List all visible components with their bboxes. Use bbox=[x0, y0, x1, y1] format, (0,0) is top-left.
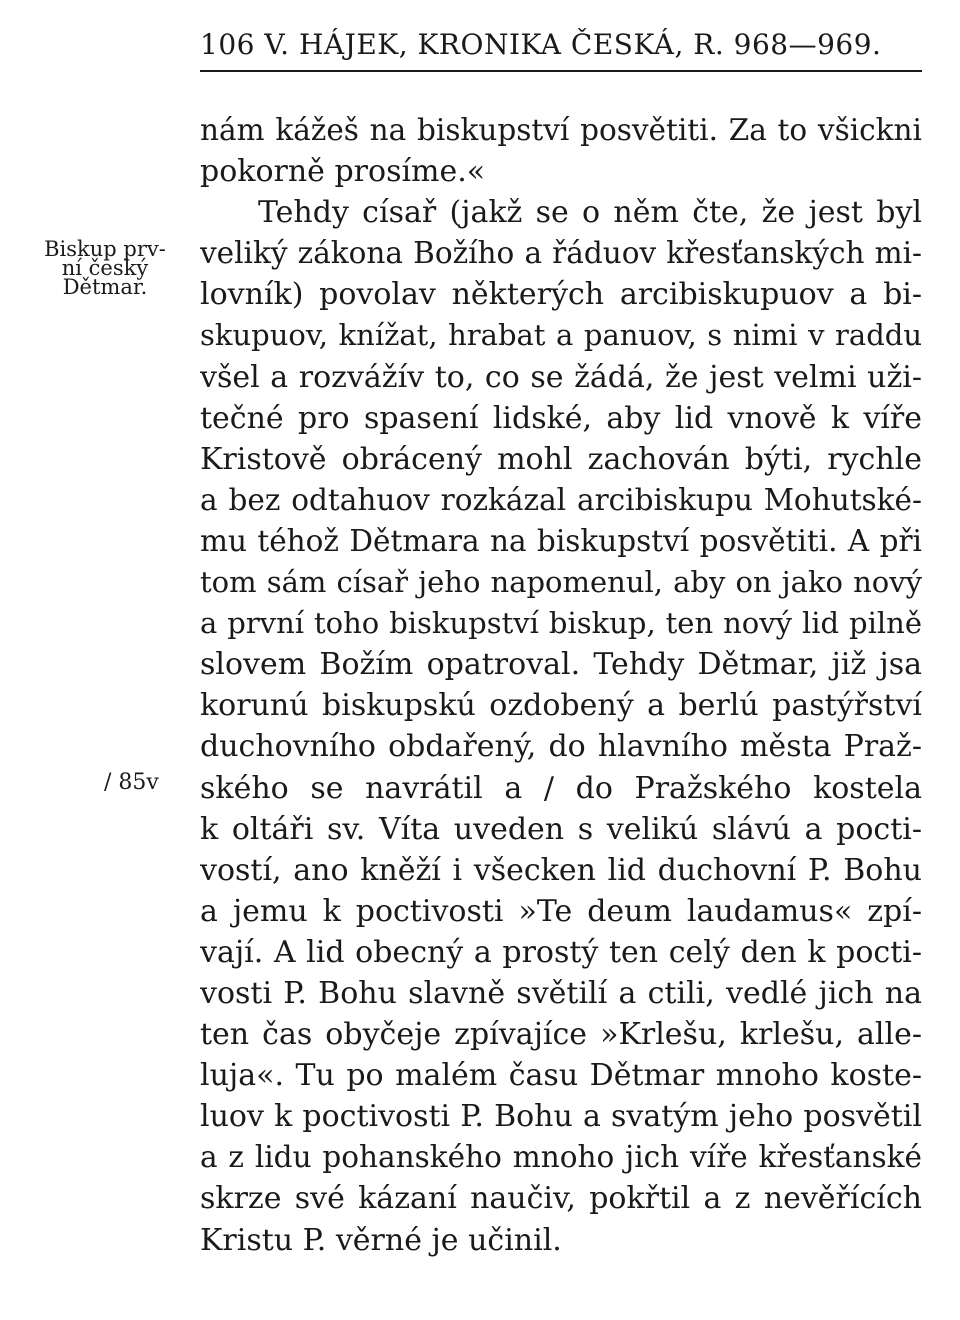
text-line: korunú biskupskú ozdobený a berlú pastýřství bbox=[200, 688, 922, 724]
text-line: a jemu k poctivosti »Te deum laudamus« zpí- bbox=[200, 893, 922, 929]
running-header: 106 V. HÁJEK, KRONIKA ČESKÁ, R. 968—969. bbox=[200, 28, 882, 61]
text-line: tom sám císař jeho napomenul, aby on jako nový bbox=[200, 565, 922, 600]
text-line: Kristu P. věrné je učinil. bbox=[200, 1222, 562, 1258]
text-line: nám kážeš na biskupství posvětiti. Za to všickni bbox=[200, 113, 922, 147]
text-line: skrze své kázaní naučiv, pokřtil a z nevěřících bbox=[200, 1181, 922, 1217]
text-line: k oltáři sv. Víta uveden s velikú slávú a pocti- bbox=[200, 811, 922, 847]
text-line: lovník) povolav některých arcibiskupuov a bi- bbox=[200, 277, 922, 313]
text-line: tečné pro spasení lidské, aby lid vnově k víře bbox=[200, 400, 922, 436]
text-line: ského se navrátil a / do Pražského kostela bbox=[200, 770, 922, 806]
text-line: pokorně prosíme.« bbox=[200, 154, 486, 190]
body-text bbox=[200, 110, 922, 1261]
text-line: luov k poctivosti P. Bohu a svatým jeho posvětil bbox=[200, 1099, 922, 1135]
header-rule bbox=[200, 70, 922, 72]
text-line: Tehdy císař (jakž se o něm čte, že jest byl bbox=[258, 195, 922, 231]
folio-reference: / 85v bbox=[104, 770, 159, 795]
text-line: duchovního obdařený, do hlavního města Praž- bbox=[200, 729, 922, 765]
text-line: vostí, ano kněží i všecken lid duchovní P. Bohu bbox=[200, 852, 922, 888]
text-line: slovem Božím opatroval. Tehdy Dětmar, již jsa bbox=[200, 647, 922, 683]
text-line: vosti P. Bohu slavně světilí a ctili, vedlé jich na bbox=[200, 975, 922, 1011]
text-line: a z lidu pohanského mnoho jich víře křesťanské bbox=[200, 1140, 922, 1175]
text-line: veliký zákona Božího a řáduov křesťanských mi- bbox=[200, 236, 922, 271]
text-line: Kristově obrácený mohl zachován býti, rychle bbox=[200, 441, 922, 477]
margin-note-line: Biskup prv- bbox=[44, 237, 166, 261]
margin-note bbox=[30, 238, 180, 298]
text-line: luja«. Tu po malém času Dětmar mnoho koste- bbox=[200, 1058, 922, 1094]
text-line: a bez odtahuov rozkázal arcibiskupu Mohutské- bbox=[200, 482, 922, 517]
text-line: ten čas obyčeje zpívajíce »Krlešu, krlešu, alle- bbox=[200, 1017, 922, 1053]
text-line: a první toho biskupství biskup, ten nový lid pilně bbox=[200, 606, 922, 641]
text-line: mu téhož Dětmara na biskupství posvětiti. A při bbox=[200, 523, 922, 558]
text-line: všel a rozvážív to, co se žádá, že jest velmi uži- bbox=[200, 359, 922, 395]
text-line: vají. A lid obecný a prostý ten celý den k pocti- bbox=[200, 934, 922, 970]
margin-note-line: ní český bbox=[61, 256, 149, 280]
text-line: skupuov, knížat, hrabat a panuov, s nimi v raddu bbox=[200, 318, 922, 353]
margin-note-line: Dětmar. bbox=[62, 275, 148, 299]
